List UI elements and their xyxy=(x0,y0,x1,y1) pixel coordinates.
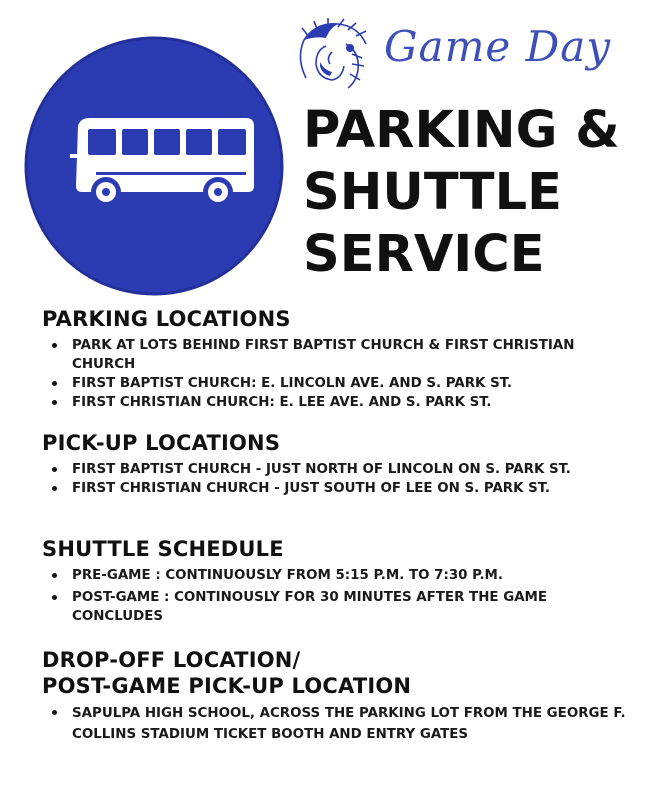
heading-line-1: DROP-OFF LOCATION/ xyxy=(42,648,301,672)
list-item: POST-GAME : CONTINOUSLY FOR 30 MINUTES AFTER THE GAME CONCLUDES xyxy=(42,588,642,626)
section-heading: PICK-UP LOCATIONS xyxy=(42,431,281,455)
list-item: FIRST CHRISTIAN CHURCH: E. LEE AVE. AND S. PARK ST. xyxy=(42,393,642,412)
bus-sign-icon xyxy=(22,34,286,298)
list-item: FIRST CHRISTIAN CHURCH - JUST SOUTH OF LEE ON S. PARK ST. xyxy=(42,479,642,498)
list-item: FIRST BAPTIST CHURCH - JUST NORTH OF LINCOLN ON S. PARK ST. xyxy=(42,460,642,479)
list-item: FIRST BAPTIST CHURCH: E. LINCOLN AVE. AND S. PARK ST. xyxy=(42,374,642,393)
page-title xyxy=(303,100,653,286)
dropoff-list xyxy=(42,703,642,745)
game-day-script-title: Game Day xyxy=(384,22,612,71)
dropoff-location-section xyxy=(42,647,642,745)
title-line-1: PARKING & xyxy=(303,101,620,160)
section-heading xyxy=(42,647,642,699)
list-item: PRE-GAME : CONTINUOUSLY FROM 5:15 P.M. TO 7:30 P.M. xyxy=(42,566,642,585)
section-heading: PARKING LOCATIONS xyxy=(42,307,291,331)
title-line-2: SHUTTLE xyxy=(303,163,562,222)
pickup-locations-section xyxy=(42,430,642,498)
pickup-list xyxy=(42,460,642,498)
list-item: SAPULPA HIGH SCHOOL, ACROSS THE PARKING LOT FROM THE GEORGE F. COLLINS STADIUM TICKET BOOTH AND ENTRY GATES xyxy=(42,703,642,745)
schedule-list xyxy=(42,566,642,626)
section-heading: SHUTTLE SCHEDULE xyxy=(42,537,284,561)
list-item: PARK AT LOTS BEHIND FIRST BAPTIST CHURCH & FIRST CHRISTIAN CHURCH xyxy=(42,336,642,374)
parking-locations-section xyxy=(42,306,642,412)
shuttle-schedule-section xyxy=(42,536,642,629)
chief-headdress-icon xyxy=(286,18,376,90)
parking-list xyxy=(42,336,642,412)
title-line-3: SERVICE xyxy=(303,225,545,284)
heading-line-2: POST-GAME PICK-UP LOCATION xyxy=(42,674,412,698)
